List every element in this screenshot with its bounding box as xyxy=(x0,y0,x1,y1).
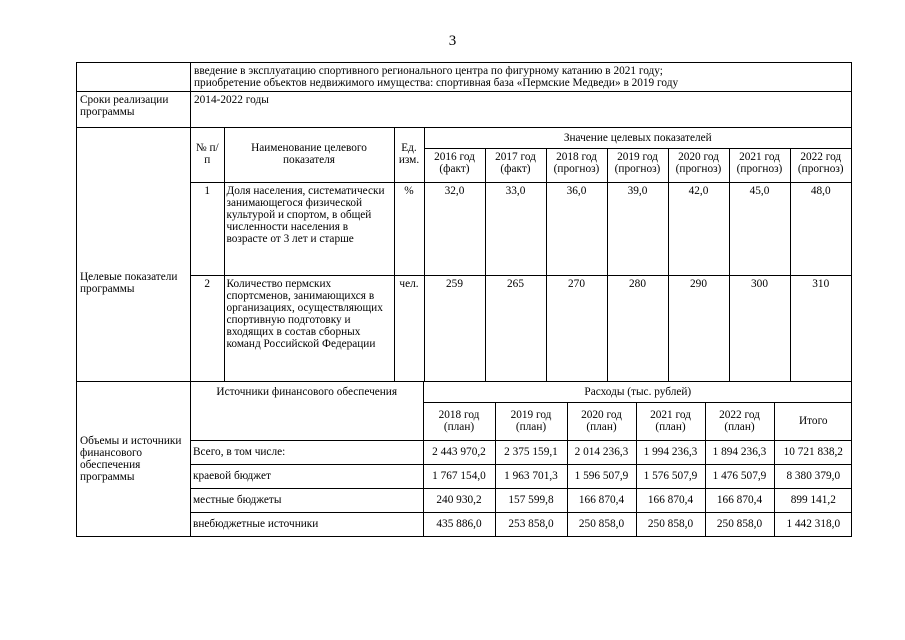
target-row-1 xyxy=(191,183,851,276)
target-1-value-2020: 42,0 xyxy=(668,183,729,276)
finance-label: Объемы и источники финансового обеспечения программы xyxy=(77,381,191,537)
target-2-value-2017: 265 xyxy=(485,276,546,381)
period-label: Сроки реализации программы xyxy=(77,92,191,128)
finance-row-local-2021: 166 870,4 xyxy=(636,488,705,512)
targets-label: Целевые показатели программы xyxy=(77,128,191,382)
finance-table xyxy=(191,382,852,537)
targets-table xyxy=(191,128,851,381)
finance-row-regional-name: краевой бюджет xyxy=(191,464,423,488)
target-1-num: 1 xyxy=(191,183,224,276)
year-2021: 2021 год (прогноз) xyxy=(729,149,790,183)
finance-row-total xyxy=(191,440,852,464)
target-1-value-2021: 45,0 xyxy=(729,183,790,276)
finance-row-total-2019: 2 375 159,1 xyxy=(495,440,567,464)
intro-row xyxy=(77,63,852,92)
finance-year-2021: 2021 год (план) xyxy=(636,402,705,440)
finance-row-total-2022: 1 894 236,3 xyxy=(705,440,774,464)
finance-row-offbudget-2022: 250 858,0 xyxy=(705,512,774,536)
finance-year-total: Итого xyxy=(774,402,852,440)
finance-row-offbudget-2019: 253 858,0 xyxy=(495,512,567,536)
target-2-value-2018: 270 xyxy=(546,276,607,381)
finance-container xyxy=(191,381,852,537)
intro-text-cell xyxy=(191,63,852,92)
page-number: 3 xyxy=(448,33,457,49)
target-2-value-2020: 290 xyxy=(668,276,729,381)
target-1-value-2018: 36,0 xyxy=(546,183,607,276)
finance-row-offbudget-sum: 1 442 318,0 xyxy=(774,512,852,536)
year-2016: 2016 год (факт) xyxy=(424,149,485,183)
targets-header-unit: Ед. изм. xyxy=(394,128,424,183)
finance-year-2020: 2020 год (план) xyxy=(567,402,636,440)
finance-row-offbudget xyxy=(191,512,852,536)
target-1-unit: % xyxy=(394,183,424,276)
year-2018: 2018 год (прогноз) xyxy=(546,149,607,183)
target-2-name: Количество пермских спортсменов, занимающихся в организациях, осуществляющих спортивную подготовку и входящих в состав сборных команд Российской Федерации xyxy=(224,276,394,381)
finance-row-regional xyxy=(191,464,852,488)
finance-row-total-2020: 2 014 236,3 xyxy=(567,440,636,464)
finance-year-2019: 2019 год (план) xyxy=(495,402,567,440)
finance-row-total-name: Всего, в том числе: xyxy=(191,440,423,464)
finance-year-2022: 2022 год (план) xyxy=(705,402,774,440)
targets-header-row-1 xyxy=(191,128,851,149)
finance-row-local-2019: 157 599,8 xyxy=(495,488,567,512)
targets-row xyxy=(77,128,852,382)
period-row xyxy=(77,92,852,128)
target-1-value-2017: 33,0 xyxy=(485,183,546,276)
year-2020: 2020 год (прогноз) xyxy=(668,149,729,183)
finance-row-regional-sum: 8 380 379,0 xyxy=(774,464,852,488)
finance-row-regional-2018: 1 767 154,0 xyxy=(423,464,495,488)
target-1-value-2022: 48,0 xyxy=(790,183,851,276)
finance-row-local xyxy=(191,488,852,512)
target-2-value-2021: 300 xyxy=(729,276,790,381)
targets-header-name: Наименование целевого показателя xyxy=(224,128,394,183)
targets-container xyxy=(191,128,852,382)
finance-row-offbudget-2021: 250 858,0 xyxy=(636,512,705,536)
finance-row-total-sum: 10 721 838,2 xyxy=(774,440,852,464)
target-2-num: 2 xyxy=(191,276,224,381)
target-row-2 xyxy=(191,276,851,381)
finance-row-local-2018: 240 930,2 xyxy=(423,488,495,512)
year-2019: 2019 год (прогноз) xyxy=(607,149,668,183)
finance-year-2018: 2018 год (план) xyxy=(423,402,495,440)
finance-row-local-2022: 166 870,4 xyxy=(705,488,774,512)
finance-row-regional-2019: 1 963 701,3 xyxy=(495,464,567,488)
intro-line-2: приобретение объектов недвижимого имущества: спортивная база «Пермские Медведи» в 2019 году xyxy=(194,77,679,89)
finance-row-local-2020: 166 870,4 xyxy=(567,488,636,512)
target-2-unit: чел. xyxy=(394,276,424,381)
intro-line-1: введение в эксплуатацию спортивного регионального центра по фигурному катанию в 2021 году; xyxy=(194,65,663,77)
finance-expenses-title: Расходы (тыс. рублей) xyxy=(423,382,852,403)
target-2-value-2022: 310 xyxy=(790,276,851,381)
target-1-name: Доля населения, систематически занимающегося физической культурой и спортом, в общей численности населения в возрасте от 3 лет и старше xyxy=(224,183,394,276)
finance-row xyxy=(77,381,852,537)
finance-row-regional-2020: 1 596 507,9 xyxy=(567,464,636,488)
targets-header-num: № п/п xyxy=(191,128,224,183)
finance-sources-title: Источники финансового обеспечения xyxy=(191,382,423,441)
finance-row-offbudget-2020: 250 858,0 xyxy=(567,512,636,536)
finance-row-local-sum: 899 141,2 xyxy=(774,488,852,512)
finance-row-total-2018: 2 443 970,2 xyxy=(423,440,495,464)
target-2-value-2016: 259 xyxy=(424,276,485,381)
intro-label-cell xyxy=(77,63,191,92)
target-2-value-2019: 280 xyxy=(607,276,668,381)
targets-values-title: Значение целевых показателей xyxy=(424,128,851,149)
finance-header-row-1 xyxy=(191,382,852,403)
period-value: 2014-2022 годы xyxy=(191,92,852,128)
year-2017: 2017 год (факт) xyxy=(485,149,546,183)
finance-row-regional-2021: 1 576 507,9 xyxy=(636,464,705,488)
finance-row-total-2021: 1 994 236,3 xyxy=(636,440,705,464)
finance-row-local-name: местные бюджеты xyxy=(191,488,423,512)
target-1-value-2019: 39,0 xyxy=(607,183,668,276)
finance-row-offbudget-name: внебюджетные источники xyxy=(191,512,423,536)
year-2022: 2022 год (прогноз) xyxy=(790,149,851,183)
finance-row-offbudget-2018: 435 886,0 xyxy=(423,512,495,536)
passport-table xyxy=(76,62,852,537)
target-1-value-2016: 32,0 xyxy=(424,183,485,276)
finance-row-regional-2022: 1 476 507,9 xyxy=(705,464,774,488)
